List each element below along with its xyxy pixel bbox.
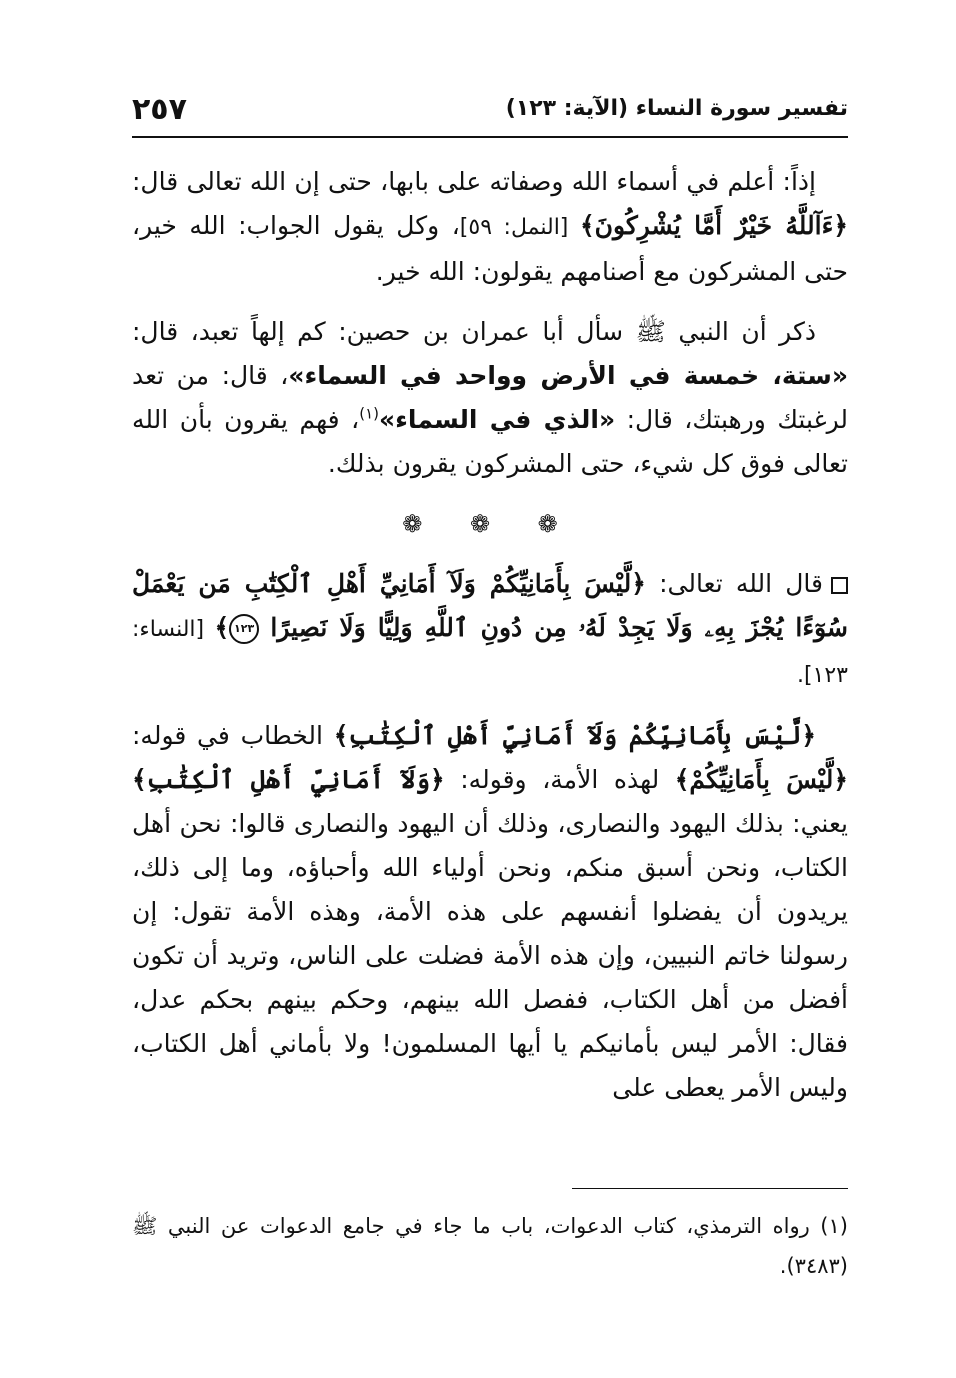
hadith-quote-a: «ستة، خمسة في الأرض وواحد في السماء» — [288, 361, 848, 390]
paragraph-4 — [132, 714, 848, 1110]
paragraph-4-text-b: لهذه الأمة، وقوله: — [444, 765, 675, 794]
paragraph-3 — [132, 562, 848, 698]
quran-reference: [النمل: ٥٩] — [459, 215, 580, 240]
verse-close-bracket: ﴾ — [214, 613, 230, 642]
footnote — [132, 1206, 848, 1286]
paragraph-3-text-a: قال الله تعالى: — [645, 569, 823, 598]
paragraph-2 — [132, 310, 848, 486]
verse-quote: ﴿لَّيْسَ بِأَمَانِيِّكُمْ وَلَآ أَمَانِيِّ أَهْلِ ٱلْكِتَٰبِ مَن يَعْمَلْ سُوٓءًا يُجْزَ بِهِۦ وَلَا يَجِدْ لَهُۥ مِن دُونِ ٱللَّهِ وَلِيًّا وَلَا نَصِيرًا — [132, 569, 848, 642]
footnote-rule — [572, 1188, 848, 1189]
paragraph-1-text-a: إذاً: أعلم في أسماء الله وصفاته على بابها، حتى إن الله تعالى قال: — [132, 167, 816, 196]
paragraph-1 — [132, 160, 848, 294]
paragraph-2-text-b: ، قال: من تعد لرغبتك ورهبتك، قال: — [132, 361, 848, 434]
page-number: ٢٥٧ — [132, 92, 187, 127]
header-rule — [132, 136, 848, 138]
quran-quote: ﴿ءَآللَّهُ خَيْرٌ أَمَّا يُشْرِكُونَ﴾ — [579, 211, 848, 240]
verse-quote-b: ﴿لَّيْسَ بِأَمَانِيِّكُمْ﴾ — [674, 765, 848, 794]
verse-quote-c: ﴿وَلَآ أَمَانِيِّ أَهْلِ ٱلْكِتَٰبِ﴾ — [132, 765, 445, 794]
hadith-quote-b: «الذي في السماء» — [379, 405, 616, 434]
paragraph-4-text-a: الخطاب في قوله: — [132, 721, 334, 750]
page-header — [132, 92, 848, 134]
main-text — [132, 160, 848, 1110]
verse-quote-a: ﴿لَّيْسَ بِأَمَانِيِّكُمْ وَلَآ أَمَانِيِّ أَهْلِ ٱلْكِتَٰبِ﴾ — [333, 721, 816, 750]
paragraph-1-text-b: ، وكل يقول الجواب: الله خير، حتى المشركون مع أصنامهم يقولون: الله خير. — [132, 211, 848, 286]
verse-reference: [النساء: ١٢٣]. — [132, 617, 848, 688]
paragraph-2-text-c: ، فهم يقرون بأن الله تعالى فوق كل شيء، حتى المشركون يقرون بذلك. — [132, 405, 848, 478]
paragraph-4-text-c: يعني: بذلك اليهود والنصارى، وذلك أن اليهود والنصارى قالوا: نحن أهل الكتاب، ونحن أسبق منكم، ونحن أولياء الله وأحباؤه، وما إلى ذلك، يريدون أن يفضلوا أنفسهم على هذه الأمة، وهذه الأمة تقول: إن رسولنا خاتم النبيين، وإن هذه الأمة فضلت على الناس، وتريد أن تكون أفضل من أهل الكتاب، ففصل الله بينهم، وحكم بينهم بحكم عدل، فقال: الأمر ليس بأمانيكم يا أيها المسلمون! ولا بأماني أهل الكتاب، وليس الأمر يعطى على — [132, 809, 848, 1102]
running-title: تفسير سورة النساء (الآية: ١٢٣) — [505, 96, 848, 121]
footnote-mark[interactable]: (١) — [359, 404, 379, 423]
paragraph-2-text-a: ذكر أن النبي ﷺ سأل أبا عمران بن حصين: كم إلهاً تعبد، قال: — [132, 317, 816, 346]
ayah-number-marker: ١٢٣ — [229, 614, 259, 644]
section-separator: ❁ ❁ ❁ — [402, 510, 578, 538]
footnote-text: (١) رواه الترمذي، كتاب الدعوات، باب ما جاء في جامع الدعوات عن النبي ﷺ (٣٤٨٣). — [132, 1214, 848, 1278]
square-bullet-icon — [831, 577, 848, 594]
